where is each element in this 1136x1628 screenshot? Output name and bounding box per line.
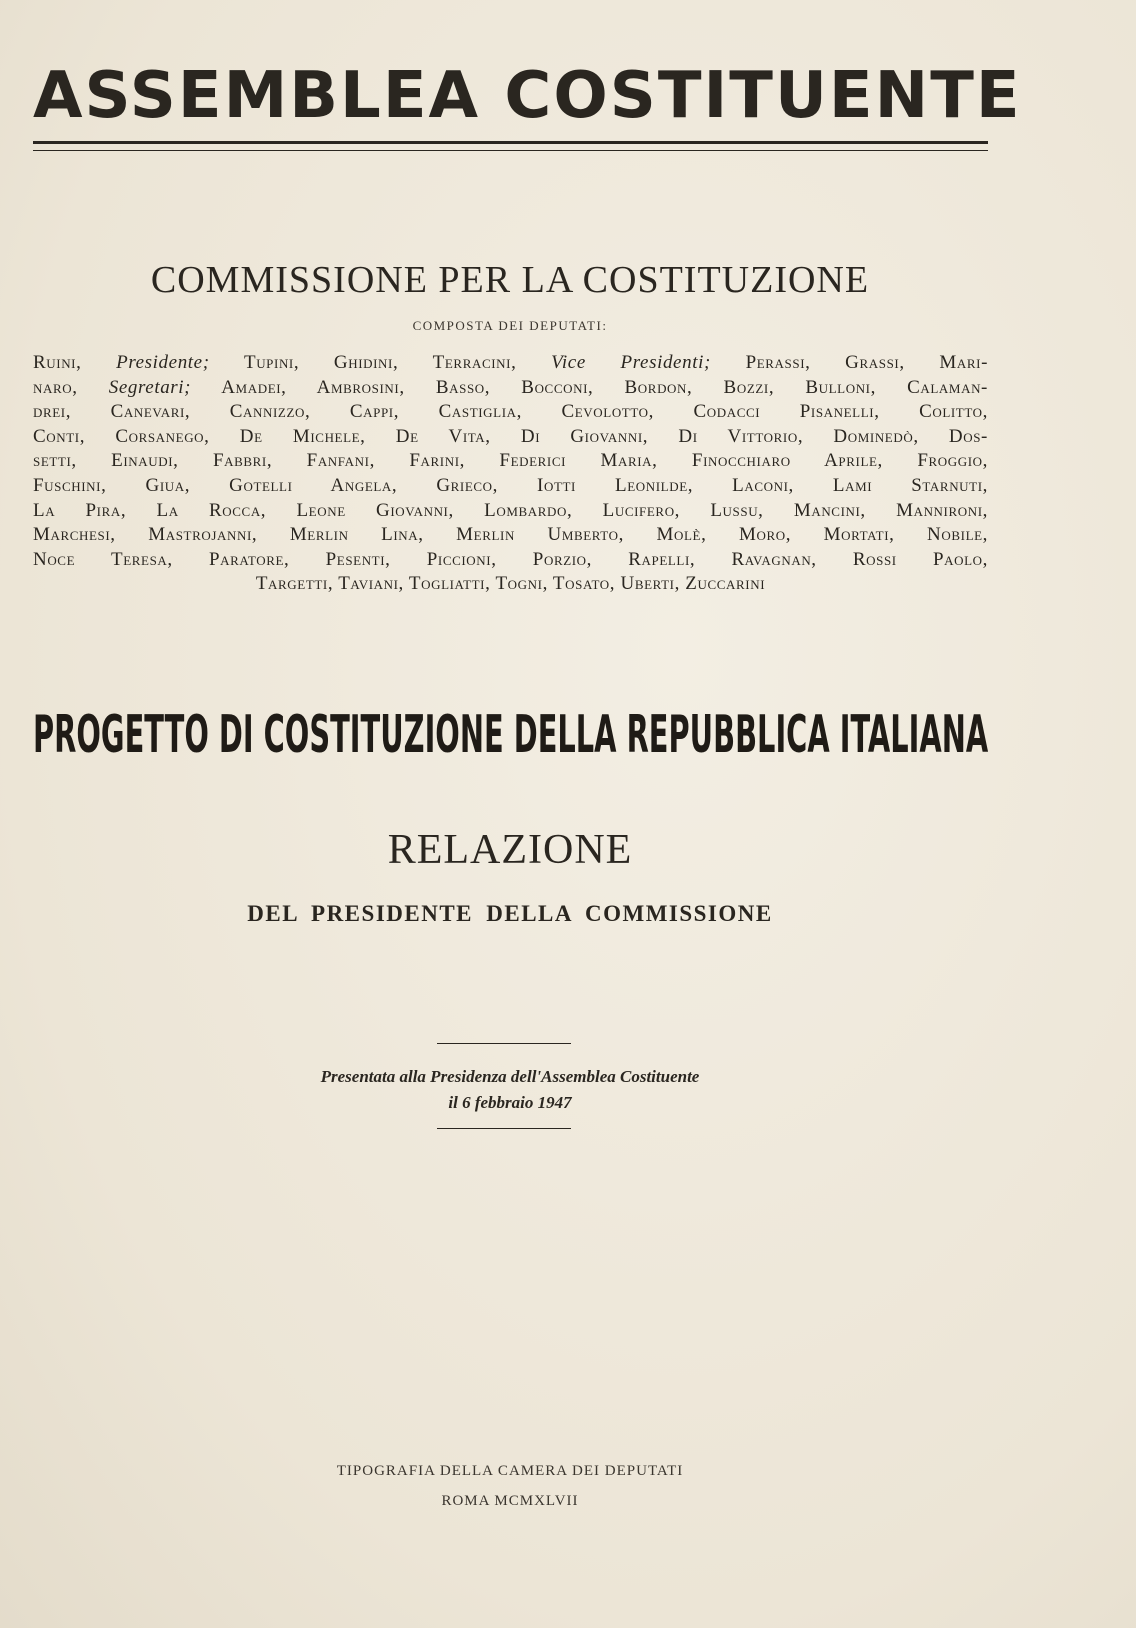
divider-bottom xyxy=(437,1128,571,1129)
composed-of-label: COMPOSTA DEI DEPUTATI: xyxy=(412,318,608,333)
members-line: drei, Canevari, Cannizzo, Cappi, Castiglia, Cevolotto, Codacci Pisanelli, Colitto, xyxy=(33,401,988,423)
members-line: Ruini, Presidente; Tupini, Ghidini, Terracini, Vice Presidenti; Perassi, Grassi, Mari- xyxy=(33,352,988,373)
imprint xyxy=(0,1456,1020,1516)
project-title: PROGETTO DI COSTITUZIONE DELLA REPUBBLICA ITALIANA xyxy=(33,705,988,765)
members-line: Targetti, Taviani, Togliatti, Togni, Tosato, Uberti, Zuccarini xyxy=(255,573,766,595)
members-list xyxy=(33,351,988,597)
presentation-line-2: il 6 febbraio 1947 xyxy=(448,1093,572,1112)
members-line: Noce Teresa, Paratore, Pesenti, Piccioni, Porzio, Rapelli, Ravagnan, Rossi Paolo, xyxy=(33,548,988,570)
masthead-title: ASSEMBLEA COSTITUENTE xyxy=(33,59,1022,133)
report-title: RELAZIONE xyxy=(387,827,633,873)
masthead-rule-thin xyxy=(33,150,988,151)
members-line: La Pira, La Rocca, Leone Giovanni, Lombardo, Lucifero, Lussu, Mancini, Mannironi, xyxy=(33,499,988,521)
members-line: Conti, Corsanego, De Michele, De Vita, Di Giovanni, Di Vittorio, Dominedò, Dos- xyxy=(33,425,988,447)
imprint-printer: TIPOGRAFIA DELLA CAMERA DEI DEPUTATI xyxy=(336,1463,684,1479)
members-line: Marchesi, Mastrojanni, Merlin Lina, Merlin Umberto, Molè, Moro, Mortati, Nobile, xyxy=(33,524,988,546)
masthead-rule-thick xyxy=(33,141,988,144)
report-subtitle: DEL PRESIDENTE DELLA COMMISSIONE xyxy=(247,901,773,926)
commission-title: COMMISSIONE PER LA COSTITUZIONE xyxy=(150,259,870,301)
project-title-container xyxy=(33,700,988,770)
presentation-note xyxy=(0,1064,1020,1116)
divider-top xyxy=(437,1043,571,1044)
members-line: naro, Segretari; Amadei, Ambrosini, Basso, Bocconi, Bordon, Bozzi, Bulloni, Calaman- xyxy=(33,376,988,398)
imprint-place-year: ROMA MCMXLVII xyxy=(441,1493,579,1509)
members-line: Fuschini, Giua, Gotelli Angela, Grieco, Iotti Leonilde, Laconi, Lami Starnuti, xyxy=(33,474,988,496)
presentation-line-1: Presentata alla Presidenza dell'Assemblea Costituente xyxy=(320,1067,700,1086)
members-line: setti, Einaudi, Fabbri, Fanfani, Farini, Federici Maria, Finocchiaro Aprile, Froggio, xyxy=(33,450,988,472)
